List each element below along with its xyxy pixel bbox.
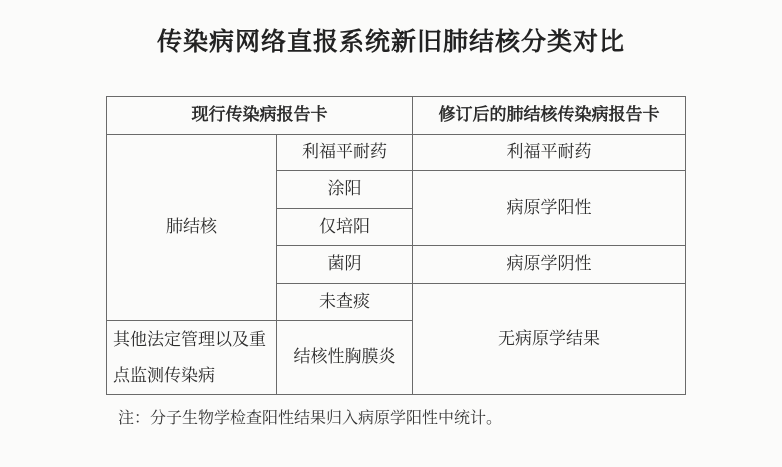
current-sputum-not-tested: 未查痰: [277, 284, 413, 321]
footnote: 注：分子生物学检查阳性结果归入病原学阳性中统计。: [118, 408, 503, 427]
comparison-table: [106, 96, 686, 395]
current-smear-positive: 涂阳: [277, 171, 413, 209]
header-row: [107, 97, 686, 135]
table-row: [107, 135, 686, 171]
current-rif-resistant: 利福平耐药: [277, 135, 413, 171]
current-bacteria-negative: 菌阴: [277, 246, 413, 284]
header-current-card: 现行传染病报告卡: [107, 97, 413, 135]
revised-rif-resistant: 利福平耐药: [413, 135, 686, 171]
current-culture-only-positive: 仅培阳: [277, 209, 413, 246]
group-tuberculosis: 肺结核: [107, 135, 277, 321]
revised-etiology-positive: 病原学阳性: [413, 171, 686, 246]
current-tb-pleurisy: 结核性胸膜炎: [277, 321, 413, 395]
revised-etiology-negative: 病原学阴性: [413, 246, 686, 284]
page-title: 传染病网络直报系统新旧肺结核分类对比: [156, 27, 625, 56]
header-revised-card: 修订后的肺结核传染病报告卡: [413, 97, 686, 135]
revised-no-etiology-result: 无病原学结果: [413, 284, 686, 395]
group-other-diseases: 其他法定管理以及重点监测传染病: [107, 321, 277, 395]
